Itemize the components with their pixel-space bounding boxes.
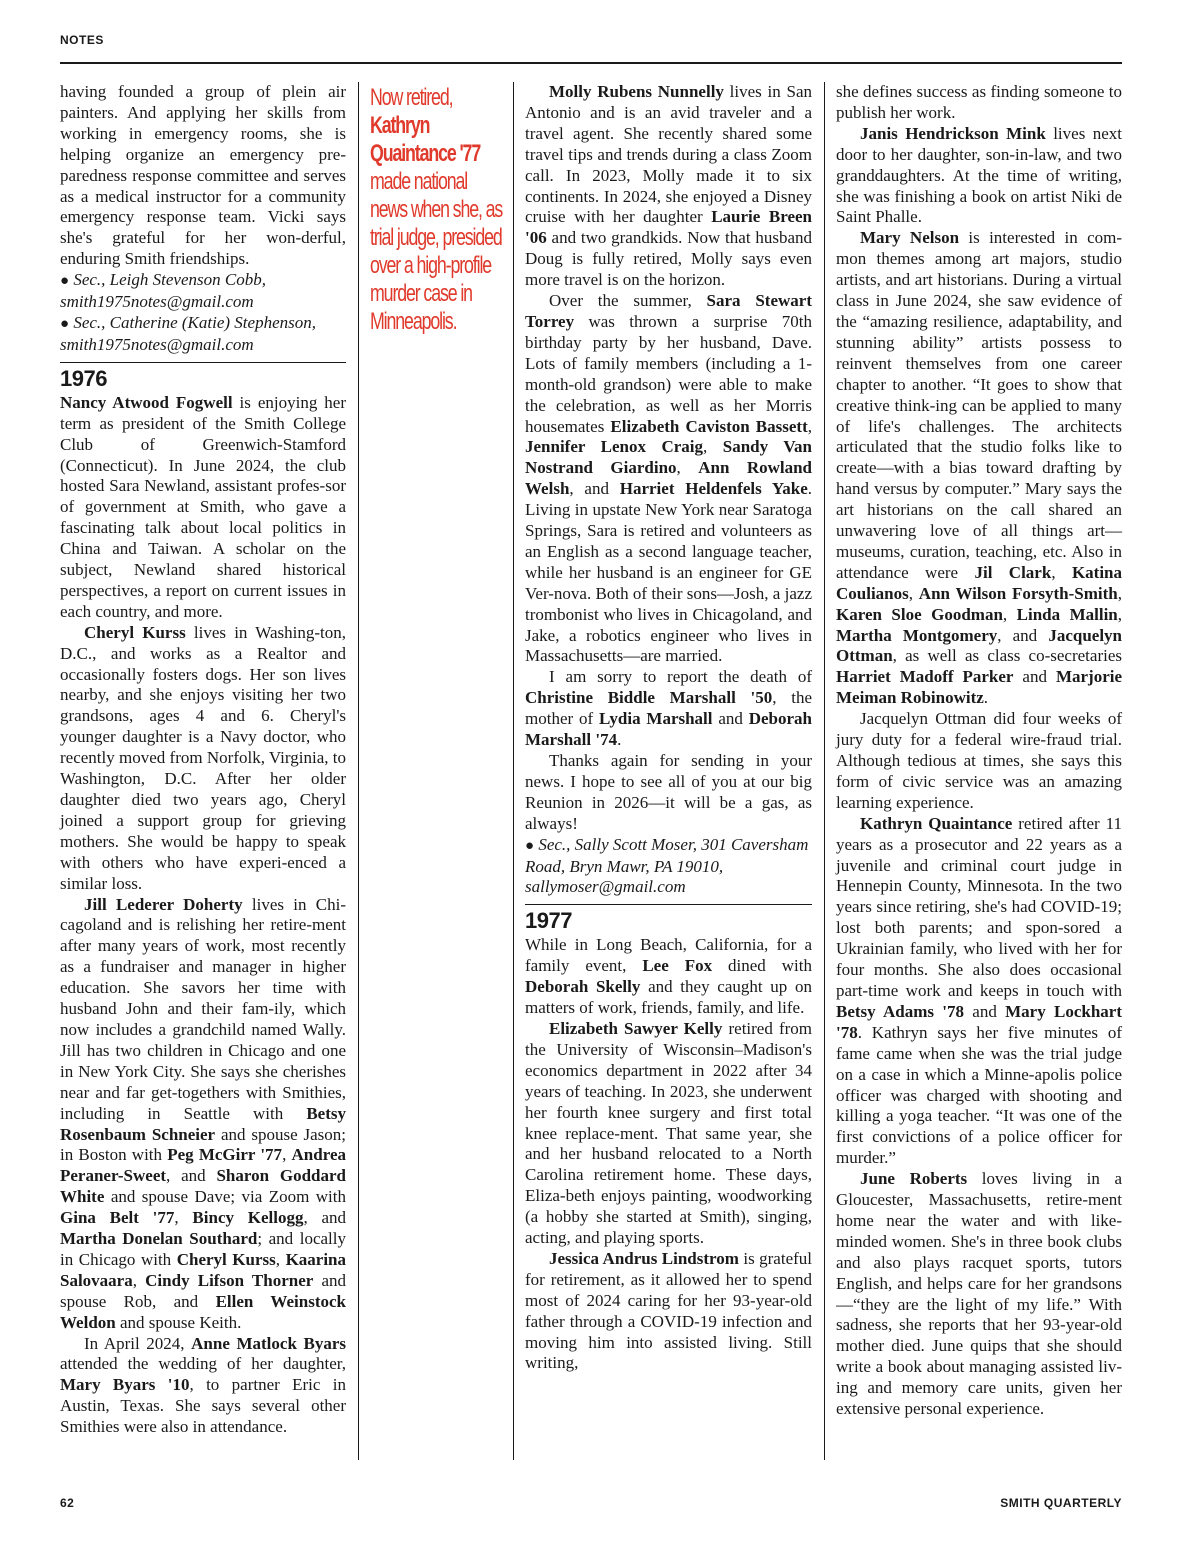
secretary-line: ● Sec., Sally Scott Moser, 301 Caversham Road, Bryn Mawr, PA 19010, sallymoser@gmail.com (525, 834, 809, 897)
note-paragraph: Mary Nelson is interested in com-mon themes among art majors, studio artists, and art historians. During a virtual class in June 2024, she saw evidence of the “amazing resilience, adaptability, and stunning ability” artists possess to reinvent themselves from one career chapter to another. “It goes to show that creative think-ing can be applied to many of life's challenges. The architects articulated that the studio folks like to create—with a bias toward drafting by hand versus by computer.” Mary says the art historians on the call shared an unwavering love of all things art—museums, curation, teaching, etc. Also in attendance were Jil Clark, Katina Coulianos, Ann Wilson Forsyth-Smith, Karen Sloe Goodman, Linda Mallin, Martha Montgomery, and Jacquelyn Ottman, as well as class co-secretaries Harriet Madoff Parker and Marjorie Meiman Robinowitz. (836, 228, 1123, 708)
note-paragraph: having founded a group of plein air painters. And applying her skills from working in emergency rooms, she is helping organize an emergency pre-paredness response committee and serves as a medical instructor for a community emergency response team. Vicki says she's grateful for her won-derful, enduring Smith friendships. (60, 82, 346, 269)
class-year-heading: 1977 (525, 908, 572, 934)
secretary-line: ● Sec., Leigh Stevenson Cobb, smith1975notes@gmail.com (60, 270, 266, 312)
column-1 (60, 82, 346, 1438)
note-paragraph: Cheryl Kurss lives in Washing-ton, D.C., and works as a Realtor and occasionally fosters dogs. Her son lives nearby, and she enjoys visiting her two grandsons, ages 4 and 6. Cheryl's younger daughter is a Navy doctor, who recently moved from Norfolk, Virginia, to Washington, D.C. After her older daughter died two years ago, Cheryl joined a support group for grieving mothers. She would be happy to speak with others who have experi-enced a similar loss. (60, 622, 347, 893)
bullet-icon: ● (60, 273, 70, 290)
section-header: NOTES (60, 33, 104, 47)
note-paragraph: Janis Hendrickson Mink lives next door to her daughter, son-in-law, and two granddaughters. At the time of writing, she was finishing a book on artist Niki de Saint Phalle. (836, 123, 1122, 227)
note-paragraph: Nancy Atwood Fogwell is enjoying her term as president of the Smith College Club of Greenwich-Stamford (Connecticut). In June 2024, the club hosted Sara Newland, assistant profes-sor of government at Smith, who gave a fascinating talk about local politics in China and Taiwan. A scholar on the subject, Newland shared historical perspectives, a report on current issues in each country, and more. (60, 392, 346, 621)
note-paragraph: June Roberts loves living in a Gloucester, Massachusetts, retire-ment home near the water and with like-minded women. She's in three book clubs and also plays racquet sports, tutors English, and helps care for her grandsons—“they are the light of my life.” With sadness, she reports that her 93-year-old mother died. June quips that she should write a book about managing assisted liv-ing and memory care units, given her extensive personal experience. (836, 1169, 1122, 1419)
class-divider (525, 904, 812, 905)
note-paragraph: Thanks again for sending in your news. I hope to see all of you at our big Reunion in 2026—it will be a gas, as always! (525, 751, 812, 833)
note-paragraph: While in Long Beach, California, for a family event, Lee Fox dined with Deborah Skelly and they caught up on matters of work, friends, family, and life. (525, 935, 812, 1018)
column-3 (525, 82, 812, 1374)
secretary-line: ● Sec., Catherine (Katie) Stephenson, smith1975notes@gmail.com (60, 312, 316, 354)
column-divider (513, 82, 514, 1460)
note-paragraph: Over the summer, Sara Stewart Torrey was thrown a surprise 70th birthday party by her husband, Dave. Lots of family members (including a 1-month-old grandson) were able to make the celebration, as well as her Morris housemates Elizabeth Caviston Bassett, Jennifer Lenox Craig, Sandy Van Nostrand Giardino, Ann Rowland Welsh, and Harriet Heldenfels Yake. Living in upstate New York near Saratoga Springs, Sara is retired and volunteers as an English as a second language teacher, while her husband is an engineer for GE Ver-nova. Both of their sons—Josh, a jazz trombonist who lives in Chicagoland, and Jake, a robotics engineer who lives in Massachusetts—are married. (525, 291, 813, 666)
note-paragraph: she defines success as finding someone to publish her work. (836, 82, 1122, 122)
publication-name: SMITH QUARTERLY (1000, 1496, 1122, 1510)
class-year-heading: 1976 (60, 365, 107, 391)
note-paragraph: Elizabeth Sawyer Kelly retired from the University of Wisconsin–Madison's economics department in 2022 after 34 years of teaching. In 2023, she underwent her fourth knee surgery and first total knee replace-ment. That same year, she and her husband relocated to a North Carolina retirement home. These days, Eliza-beth enjoys painting, woodworking (a hobby she started at Smith), singing, acting, and playing sports. (525, 1018, 812, 1248)
note-paragraph: I am sorry to report the death of Christine Biddle Marshall '50, the mother of Lydia Marshall and Deborah Marshall '74. (525, 667, 813, 750)
bullet-icon: ● (525, 837, 535, 854)
note-paragraph: Jill Lederer Doherty lives in Chi-cagoland and is relishing her retire-ment after many years of work, most recently as a fundraiser and manager in higher education. She savors her time with husband John and their fam-ily, which now includes a grandchild named Wally. Jill has two children in Chicago and one in New York City. She says she cherishes near and far get-togethers with Smithies, including in Seattle with Betsy Rosenbaum Schneier and spouse Jason; in Boston with Peg McGirr '77, Andrea Peraner-Sweet, and Sharon Goddard White and spouse Dave; via Zoom with Gina Belt '77, Bincy Kellogg, and Martha Donelan Southard; and locally in Chicago with Cheryl Kurss, Kaarina Salovaara, Cindy Lifson Thorner and spouse Rob, and Ellen Weinstock Weldon and spouse Keith. (60, 894, 347, 1332)
note-paragraph: Jacquelyn Ottman did four weeks of jury duty for a federal wire-fraud trial. Although tedious at times, she says this form of civic service was an amazing learning experience. (836, 709, 1122, 812)
note-paragraph: Kathryn Quaintance retired after 11 years as a prosecutor and 22 years as a juvenile and criminal court judge in Hennepin County, Minnesota. In the two years since retiring, she's had COVID-19; lost both parents; and spon-sored a Ukrainian family, who lived with her for four months. She also does occasional part-time work and keeps in touch with Betsy Adams '78 and Mary Lockhart '78. Kathryn says her five minutes of fame came when she was the trial judge on a case in which a Minne-apolis police officer was charged with shooting and killing a yoga teacher. “It was one of the first convictions of a police officer for murder.” (836, 813, 1122, 1168)
column-4 (836, 82, 1122, 1420)
note-paragraph: Jessica Andrus Lindstrom is grateful for retirement, as it allowed her to spend most of 2024 caring for her 93-year-old father through a COVID-19 infection and moving him into assisted living. Still writing, (525, 1248, 813, 1373)
column-divider (824, 82, 825, 1460)
top-rule (60, 62, 1122, 64)
note-paragraph: Molly Rubens Nunnelly lives in San Antonio and is an avid traveler and a travel agent. She recently shared some travel tips and trends during a class Zoom call. In 2023, Molly made it to six continents. In 2024, she enjoyed a Disney cruise with her daughter Laurie Breen '06 and two grandkids. Now that husband Doug is fully retired, Molly says even more travel is on the horizon. (525, 82, 813, 290)
class-divider (60, 362, 346, 363)
note-paragraph: In April 2024, Anne Matlock Byars attended the wedding of her daughter, Mary Byars '10, to partner Eric in Austin, Texas. She says several other Smithies were also in attendance. (60, 1333, 346, 1437)
pull-quote: Now retired, Kathryn Quaintance '77 made national news when she, as trial judge, presided over a high-profile murder case in Minneapolis. (370, 84, 503, 335)
bullet-icon: ● (60, 315, 70, 332)
page-number: 62 (60, 1496, 75, 1510)
column-divider (358, 82, 359, 1460)
